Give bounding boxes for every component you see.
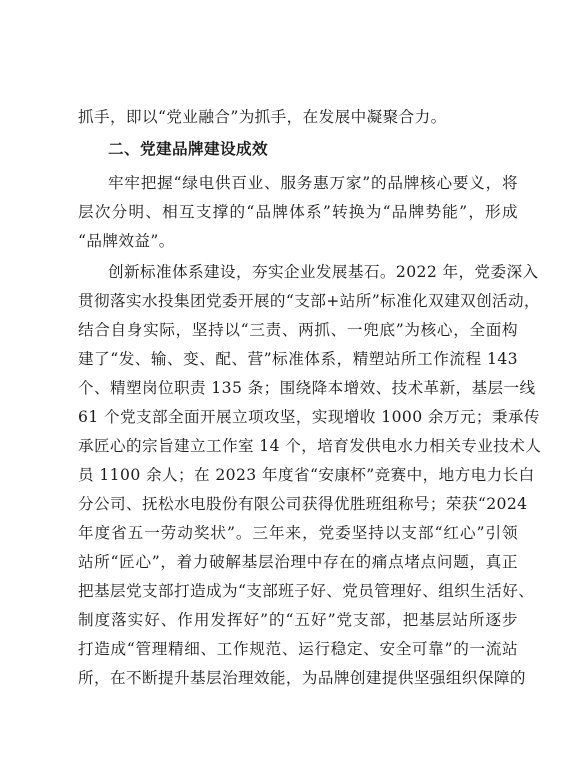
text-line-11: 61 个党支部全面开展立项攻坚，实现增收 1000 余万元；秉承传 <box>78 408 540 426</box>
text-line-20: 所，在不断提升基层治理效能，为品牌创建提供坚强组织保障的 <box>78 669 526 687</box>
text-line-4: 层次分明、相互支撑的“品牌体系”转换为“品牌势能”，形成 <box>78 203 518 221</box>
text-line-9: 建了“发、输、变、配、营”标准体系，精塑站所工作流程 143 <box>78 350 518 368</box>
text-line-1: 抓手，即以“党业融合”为抓手，在发展中凝聚合力。 <box>78 108 447 126</box>
section-heading: 二、党建品牌建设成效 <box>108 140 268 158</box>
text-line-6: 创新标准体系建设，夯实企业发展基石。2022 年，党委深入 <box>108 263 539 281</box>
text-line-7: 贯彻落实水投集团党委开展的“支部+站所”标准化双建双创活动， <box>78 292 541 310</box>
text-line-17: 把基层党支部打造成为“支部班子好、党员管理好、组织生活好、 <box>78 582 535 600</box>
text-line-15: 年度省五一劳动奖状”。三年来，党委坚持以支部“红心”引领 <box>78 524 518 542</box>
text-line-16: 站所“匠心”，着力破解基层治理中存在的痛点堵点问题，真正 <box>78 553 518 571</box>
text-line-10: 个、精塑岗位职责 135 条；围绕降本增效、技术革新，基层一线 <box>78 379 536 397</box>
text-line-18: 制度落实好、作用发挥好”的“五好”党支部，把基层站所逐步 <box>78 611 518 629</box>
text-line-5: “品牌效益”。 <box>78 232 175 250</box>
text-line-3: 牢牢把握“绿电供百业、服务惠万家”的品牌核心要义，将 <box>108 174 518 192</box>
text-line-19: 打造成“管理精细、工作规范、运行稳定、安全可靠”的一流站 <box>78 640 518 658</box>
text-line-8: 结合自身实际，坚持以“三责、两抓、一兜底”为核心，全面构 <box>78 321 518 339</box>
text-line-12: 承匠心的宗旨建立工作室 14 个，培育发供电水力相关专业技术人 <box>78 437 542 455</box>
text-line-13: 员 1100 余人；在 2023 年度省“安康杯”竞赛中，地方电力长白 <box>78 466 535 484</box>
text-line-14: 分公司、抚松水电股份有限公司获得优胜班组称号；荣获“2024 <box>78 495 528 513</box>
